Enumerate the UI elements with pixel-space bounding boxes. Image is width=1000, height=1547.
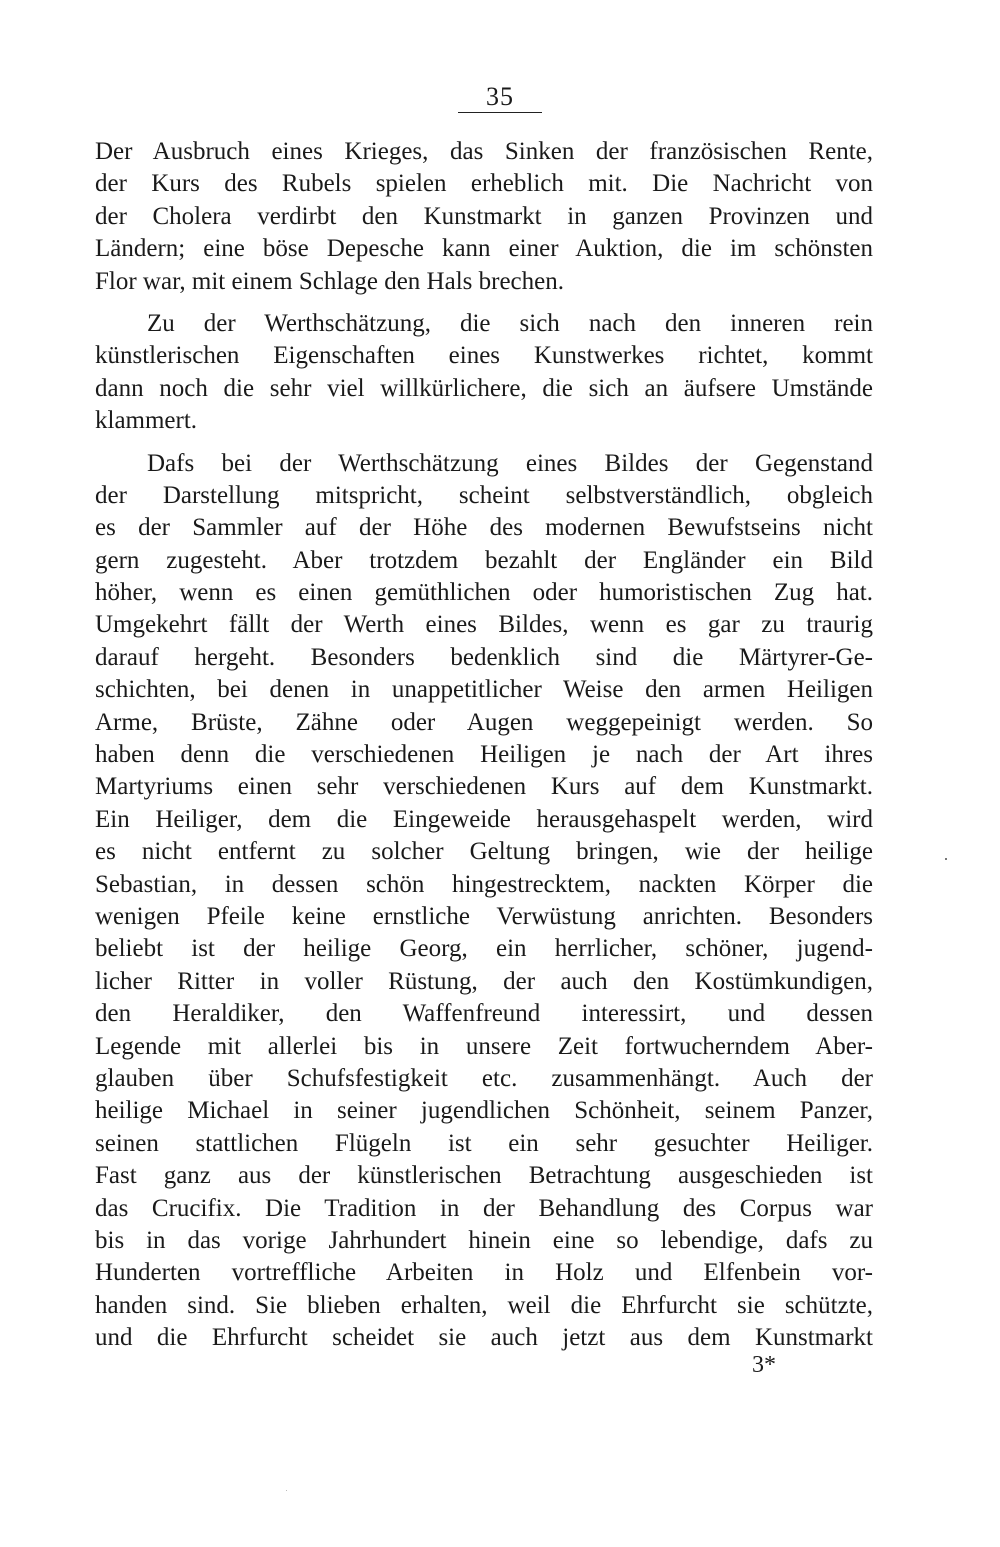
- printer-signature-mark: 3*: [752, 1352, 776, 1378]
- body-text: [95, 136, 873, 1354]
- text-line: künstlerischen Eigenschaften eines Kunstwerkes richtet, kommt: [95, 342, 873, 370]
- text-line: haben denn die verschiedenen Heiligen je nach der Art ihres: [95, 741, 873, 769]
- text-line: dann noch die sehr viel willkürlichere, die sich an äufsere Umstände: [95, 374, 873, 402]
- text-line: und die Ehrfurcht scheidet sie auch jetzt aus dem Kunstmarkt: [95, 1324, 873, 1352]
- text-line: darauf hergeht. Besonders bedenklich sind die Märtyrer-Ge-: [95, 643, 873, 671]
- text-line: Ländern; eine böse Depesche kann einer Auktion, die im schönsten: [95, 235, 873, 263]
- text-line: Legende mit allerlei bis in unsere Zeit fortwucherndem Aber-: [95, 1032, 873, 1060]
- margin-speck: [286, 1490, 287, 1491]
- page-header: [0, 82, 1000, 113]
- text-line: seinen stattlichen Flügeln ist ein sehr gesuchter Heiliger.: [95, 1129, 873, 1157]
- paragraph-gap: [95, 438, 873, 448]
- text-line: der Darstellung mitspricht, scheint selbstverständlich, obgleich: [95, 481, 873, 509]
- text-line: bis in das vorige Jahrhundert hinein eine so lebendige, dafs zu: [95, 1226, 873, 1254]
- text-line: Hunderten vortreffliche Arbeiten in Holz und Elfenbein vor-: [95, 1259, 873, 1287]
- text-line: Martyriums einen sehr verschiedenen Kurs auf dem Kunstmarkt.: [95, 773, 873, 801]
- text-line: beliebt ist der heilige Georg, ein herrlicher, schöner, jugend-: [95, 935, 873, 963]
- text-line: heilige Michael in seiner jugendlichen Schönheit, seinem Panzer,: [95, 1097, 873, 1125]
- text-line: höher, wenn es einen gemüthlichen oder humoristischen Zug hat.: [95, 579, 873, 607]
- text-line: licher Ritter in voller Rüstung, der auch den Kostümkundigen,: [95, 967, 873, 995]
- text-line: Sebastian, in dessen schön hingestrecktem, nackten Körper die: [95, 870, 873, 898]
- text-line: es nicht entfernt zu solcher Geltung bringen, wie der heilige: [95, 838, 873, 866]
- text-line: Zu der Werthschätzung, die sich nach den inneren rein: [147, 309, 873, 337]
- text-line: der Kurs des Rubels spielen erheblich mit. Die Nachricht von: [95, 170, 873, 198]
- text-line: Ein Heiliger, dem die Eingeweide herausgehaspelt werden, wird: [95, 805, 873, 833]
- paragraph: [95, 448, 873, 1355]
- text-line: den Heraldiker, den Waffenfreund interessirt, und dessen: [95, 1000, 873, 1028]
- text-line: glauben über Schufsfestigkeit etc. zusammenhängt. Auch der: [95, 1064, 873, 1092]
- text-line: gern zugesteht. Aber trotzdem bezahlt der Engländer ein Bild: [95, 546, 873, 574]
- page-number: 35: [458, 82, 542, 113]
- text-line: wenigen Pfeile keine ernstliche Verwüstung anrichten. Besonders: [95, 902, 873, 930]
- text-line: Umgekehrt fällt der Werth eines Bildes, wenn es gar zu traurig: [95, 611, 873, 639]
- text-line: der Cholera verdirbt den Kunstmarkt in ganzen Provinzen und: [95, 202, 873, 230]
- text-line: Dafs bei der Werthschätzung eines Bildes der Gegenstand: [147, 449, 873, 477]
- paragraph: [95, 136, 873, 298]
- text-line: handen sind. Sie blieben erhalten, weil die Ehrfurcht sie schützte,: [95, 1291, 873, 1319]
- paragraph: [95, 308, 873, 438]
- text-line: schichten, bei denen in unappetitlicher Weise den armen Heiligen: [95, 676, 873, 704]
- text-line: Fast ganz aus der künstlerischen Betrachtung ausgeschieden ist: [95, 1162, 873, 1190]
- paragraph-gap: [95, 298, 873, 308]
- text-line: das Crucifix. Die Tradition in der Behandlung des Corpus war: [95, 1194, 873, 1222]
- text-line: Arme, Brüste, Zähne oder Augen weggepeinigt werden. So: [95, 708, 873, 736]
- text-line: klammert.: [95, 407, 198, 435]
- text-line: es der Sammler auf der Höhe des modernen Bewufstseins nicht: [95, 514, 873, 542]
- margin-mark: [945, 858, 947, 860]
- text-line: Der Ausbruch eines Krieges, das Sinken der französischen Rente,: [95, 138, 873, 165]
- text-line: Flor war, mit einem Schlage den Hals brechen.: [95, 267, 564, 295]
